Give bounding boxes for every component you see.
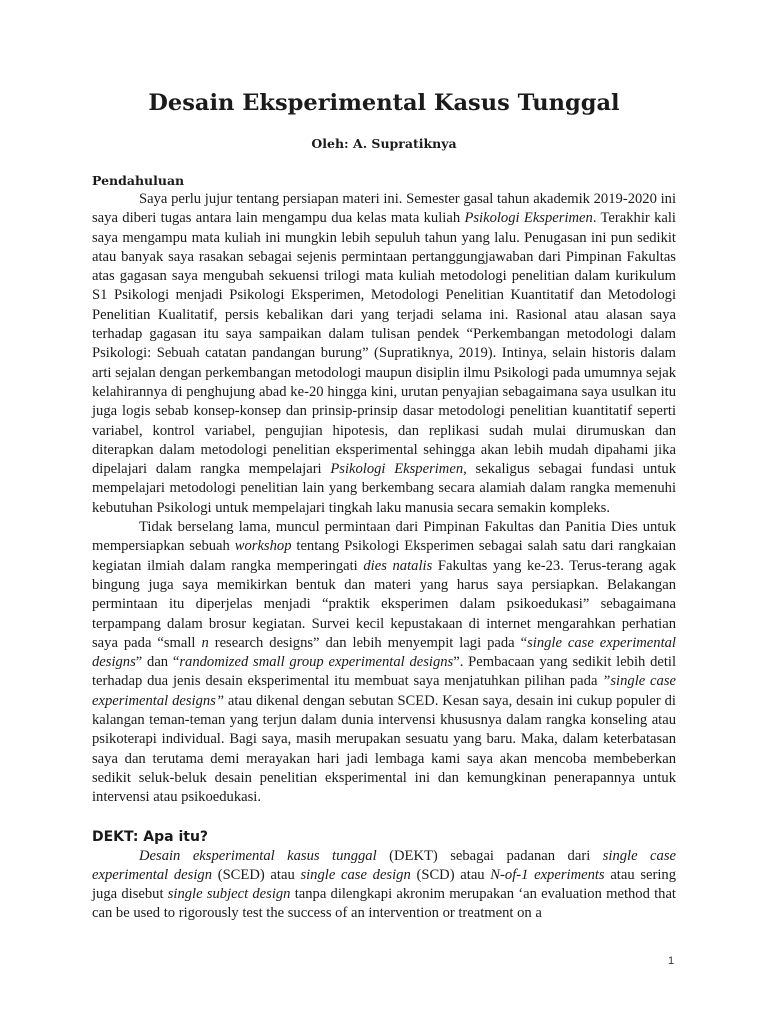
italic-text: ”single case experimental designs” [92,673,676,709]
italic-text: single subject design [167,886,291,903]
italic-text: single case experimental design [92,847,676,883]
italic-text: workshop [234,538,292,555]
paragraph: Desain eksperimental kasus tunggal (DEKT) sebagai padanan dari single case experimental design (SCED) atau single case design (SCD) atau N-of-1 experiments atau sering juga disebut single subject design tanpa dilengkapi akronim merupakan ‘an evaluation method that can be used to rigorously test the success of an intervention or treatment on a [92,847,677,922]
document-author: Oleh: A. Supratiknya [311,136,457,151]
italic-text: single case design [300,866,411,883]
section-heading-pendahuluan: Pendahuluan [92,173,185,188]
italic-text: Desain eksperimental kasus tunggal [139,847,377,864]
italic-text: N-of-1 experiments [490,866,605,883]
italic-text: n [201,634,209,651]
italic-text: Psikologi Eksperimen [330,461,464,478]
section-heading-dekt: DEKT: Apa itu? [92,828,209,845]
italic-text: dies natalis [363,557,433,574]
italic-text: randomized small group experimental designs [179,654,454,671]
paragraph: Tidak berselang lama, muncul permintaan dari Pimpinan Fakultas dan Panitia Dies untuk mempersiapkan sebuah workshop tentang Psikologi Eksperimen sebagai salah satu dari rangkaian kegiatan ilmiah dalam rangka memperingati dies natalis Fakultas yang ke-23. Terus-terang agak bingung juga saya memikirkan bentuk dan materi yang harus saya persiapkan. Belakangan permintaan itu diperjelas menjadi “praktik eksperimen dalam psikoedukasi” sebagaimana terpampang dalam brosur kegiatan. Survei kecil kepustakaan di internet mengarahkan perhatian saya pada “small n research designs” dan lebih menyempit lagi pada “single case experimental designs” dan “randomized small group experimental designs”. Pembacaan yang sedikit lebih detil terhadap dua jenis desain eksperimental itu membuat saya menjatuhkan pilihan pada ”single case experimental designs” atau dikenal dengan sebutan SCED. Kesan saya, desain ini cukup populer di kalangan teman-teman yang terjun dalam dunia intervensi khususnya dalam rangka konseling atau psikoterapi individual. Bagi saya, masih merupakan sesuatu yang baru. Maka, dalam keterbatasan saya dan terutama demi merayakan hari jadi lembaga kami saya akan mencoba membeberkan sedikit seluk-beluk desain penelitian eksperimental ini dan kemungkinan penerapannya untuk intervensi atau psikoedukasi. [92,519,677,806]
paragraph: Saya perlu jujur tentang persiapan materi ini. Semester gasal tahun akademik 2019-2020 ini saya diberi tugas antara lain mengampu dua kelas mata kuliah Psikologi Eksperimen. Terakhir kali saya mengampu mata kuliah ini mungkin lebih sepuluh tahun yang lalu. Penugasan ini pun sedikit atau banyak saya rasakan sebagai sejenis permintaan pertanggungjawaban dari Pimpinan Fakultas atas gagasan saya mengubah sekuensi trilogi mata kuliah metodologi penelitian dalam kurikulum S1 Psikologi menjadi Psikologi Eksperimen, Metodologi Penelitian Kuantitatif dan Metodologi Penelitian Kualitatif, persis kebalikan dari yang terjadi selama ini. Rasional atau alasan saya terhadap gagasan itu saya sampaikan dalam tulisan pendek “Perkembangan metodologi dalam Psikologi: Sebuah catatan pandangan burung” (Supratiknya, 2019). Intinya, selain historis dalam arti sejalan dengan perkembangan metodologi maupun disiplin ilmu Psikologi pada umumnya sejak kelahirannya di penghujung abad ke-20 hingga kini, urutan penyajian sebagaimana saya usulkan itu juga logis sebab konsep-konsep dan prinsip-prinsip dasar metodologi penelitian kuantitatif seperti variabel, kontrol variabel, pengujian hipotesis, dan replikasi sudah mulai dirumuskan dan diterapkan dalam metodologi penelitian eksperimental sehingga akan lebih mudah dipahami jika dipelajari dalam rangka mempelajari Psikologi Eksperimen, sekaligus sebagai fundasi untuk mempelajari metodologi penelitian lain yang berkembang secara alamiah dalam rangka memenuhi kebutuhan Psikologi untuk mempelajari tingkah laku manusia secara semakin kompleks. [92,191,676,516]
italic-text: Psikologi Eksperimen [464,210,593,227]
document-page [92,86,676,924]
document-title: Desain Eksperimental Kasus Tunggal [148,90,620,116]
page-number: 1 [668,955,675,967]
italic-text: single case experimental designs [92,634,676,671]
